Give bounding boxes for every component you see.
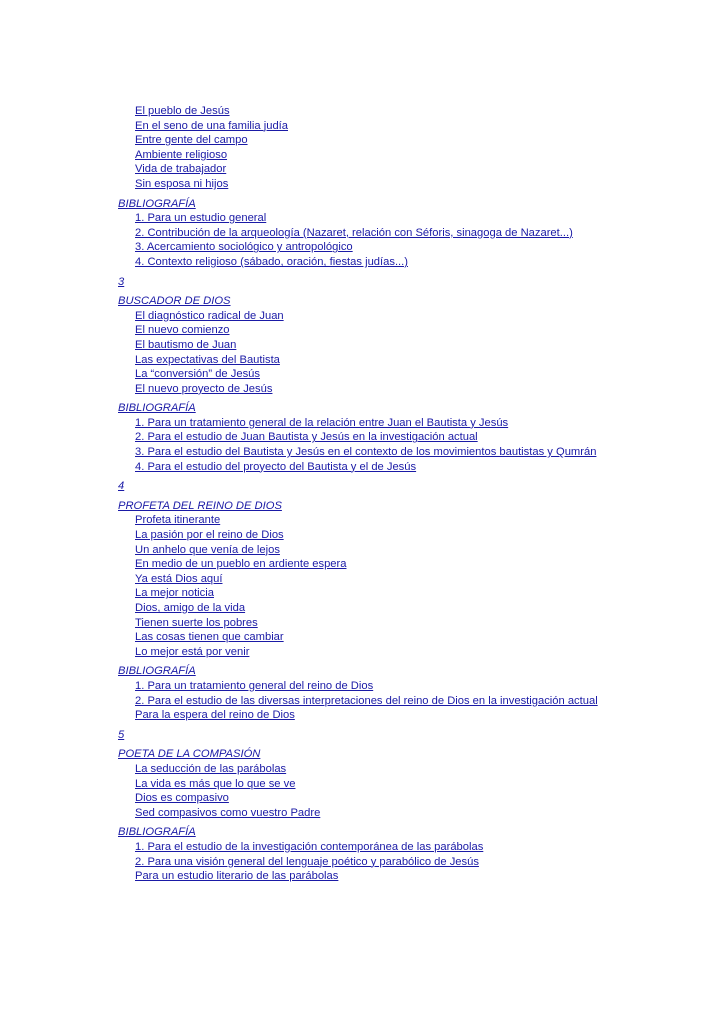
toc-link[interactable]: 3. Acercamiento sociológico y antropológico: [135, 241, 353, 254]
toc-entry: [118, 255, 718, 270]
bibliography-heading: [118, 197, 718, 212]
toc-entry: [118, 338, 718, 353]
toc-link[interactable]: 2. Para el estudio de las diversas interpretaciones del reino de Dios en la investigación actual: [135, 694, 598, 707]
toc-link[interactable]: 2. Contribución de la arqueología (Nazaret, relación con Séforis, sinagoga de Nazaret...): [135, 226, 573, 239]
toc-entry: [118, 616, 718, 631]
toc-entry: [118, 177, 718, 192]
toc-link[interactable]: Para un estudio literario de las parábolas: [135, 870, 339, 883]
bibliography-heading: [118, 664, 718, 679]
toc-link[interactable]: Dios, amigo de la vida: [135, 602, 246, 614]
toc-link[interactable]: El pueblo de Jesús: [135, 105, 230, 117]
toc-entry: [118, 445, 718, 460]
toc-entry: [118, 382, 718, 397]
toc-link[interactable]: La vida es más que lo que se ve: [135, 777, 296, 790]
toc-link[interactable]: Ya está Dios aquí: [135, 572, 223, 585]
toc-entry: [118, 572, 718, 587]
toc-link[interactable]: La pasión por el reino de Dios: [135, 529, 284, 542]
toc-link[interactable]: El nuevo proyecto de Jesús: [135, 382, 273, 395]
toc-entry: [118, 211, 718, 226]
chapter-number: [118, 728, 718, 743]
toc-entry: [118, 708, 718, 723]
toc-link[interactable]: Un anhelo que venía de lejos: [135, 543, 280, 556]
toc-entry: [118, 806, 718, 821]
toc-link[interactable]: Lo mejor está por venir: [135, 645, 250, 658]
toc-entry: [118, 240, 718, 255]
toc-link[interactable]: 1. Para un tratamiento general de la relación entre Juan el Bautista y Jesús: [135, 416, 509, 429]
toc-link[interactable]: 1. Para el estudio de la investigación contemporánea de las parábolas: [135, 840, 484, 853]
chapter-number-link[interactable]: 5: [118, 728, 125, 741]
toc-link[interactable]: Sed compasivos como vuestro Padre: [135, 806, 321, 819]
toc-entry: [118, 869, 718, 884]
toc-entry: [118, 367, 718, 382]
bibliography-link[interactable]: BIBLIOGRAFÍA: [118, 402, 196, 415]
toc-entry: [118, 528, 718, 543]
bibliography-link[interactable]: BIBLIOGRAFÍA: [118, 197, 196, 210]
chapter-number-link[interactable]: 3: [118, 275, 125, 288]
toc-link[interactable]: En el seno de una familia judía: [135, 119, 288, 132]
toc-link[interactable]: La mejor noticia: [135, 587, 214, 600]
toc-link[interactable]: Para la espera del reino de Dios: [135, 709, 295, 722]
bibliography-heading: [118, 825, 718, 840]
toc-entry: [118, 309, 718, 324]
bibliography-link[interactable]: BIBLIOGRAFÍA: [118, 826, 196, 839]
toc-link[interactable]: 2. Para una visión general del lenguaje poético y parabólico de Jesús: [135, 855, 479, 868]
toc-entry: [118, 119, 718, 134]
chapter-title: [118, 499, 718, 514]
chapter-number: [118, 479, 718, 494]
toc-link[interactable]: En medio de un pueblo en ardiente espera: [135, 558, 347, 571]
toc-entry: [118, 353, 718, 368]
toc-entry: [118, 557, 718, 572]
toc-entry: [118, 460, 718, 475]
toc-entry: [118, 323, 718, 338]
chapter-number: [118, 275, 718, 290]
toc-entry: [118, 416, 718, 431]
toc-entry: [118, 148, 718, 163]
toc-entry: [118, 430, 718, 445]
toc-entry: [118, 104, 718, 119]
toc-link[interactable]: 4. Para el estudio del proyecto del Bautista y el de Jesús: [135, 460, 417, 473]
toc-entry: [118, 762, 718, 777]
bibliography-heading: [118, 401, 718, 416]
toc-entry: [118, 133, 718, 148]
toc-link[interactable]: 1. Para un estudio general: [135, 212, 267, 225]
toc-link[interactable]: Ambiente religioso: [135, 148, 228, 161]
toc-link[interactable]: 1. Para un tratamiento general del reino de Dios: [135, 679, 374, 692]
toc-entry: [118, 630, 718, 645]
toc-entry: [118, 679, 718, 694]
toc-entry: [118, 601, 718, 616]
toc-entry: [118, 543, 718, 558]
toc-link[interactable]: Las cosas tienen que cambiar: [135, 631, 284, 644]
chapter-title: [118, 294, 718, 309]
toc-link[interactable]: Entre gente del campo: [135, 134, 248, 147]
toc-link[interactable]: El nuevo comienzo: [135, 324, 230, 337]
toc-link[interactable]: Tienen suerte los pobres: [135, 616, 258, 629]
bibliography-link[interactable]: BIBLIOGRAFÍA: [118, 665, 196, 678]
toc-link[interactable]: 2. Para el estudio de Juan Bautista y Jesús en la investigación actual: [135, 431, 478, 444]
chapter-title-link[interactable]: BUSCADOR DE DIOS: [118, 295, 231, 308]
toc-entry: [118, 855, 718, 870]
toc-entry: [118, 840, 718, 855]
toc-link[interactable]: La “conversión” de Jesús: [135, 368, 260, 381]
table-of-contents: [118, 104, 718, 884]
toc-entry: [118, 777, 718, 792]
toc-link[interactable]: Profeta itinerante: [135, 514, 221, 527]
toc-link[interactable]: 4. Contexto religioso (sábado, oración, fiestas judías...): [135, 255, 408, 268]
toc-link[interactable]: La seducción de las parábolas: [135, 762, 287, 775]
toc-entry: [118, 513, 718, 528]
toc-link[interactable]: El diagnóstico radical de Juan: [135, 309, 284, 322]
toc-link[interactable]: El bautismo de Juan: [135, 338, 237, 351]
chapter-number-link[interactable]: 4: [118, 480, 125, 493]
toc-link[interactable]: Sin esposa ni hijos: [135, 177, 229, 190]
chapter-title-link[interactable]: POETA DE LA COMPASIÓN: [118, 748, 261, 761]
toc-entry: [118, 791, 718, 806]
toc-entry: [118, 162, 718, 177]
toc-entry: [118, 226, 718, 241]
toc-entry: [118, 694, 718, 709]
toc-link[interactable]: Vida de trabajador: [135, 163, 227, 176]
toc-entry: [118, 645, 718, 660]
toc-link[interactable]: Dios es compasivo: [135, 792, 229, 805]
chapter-title-link[interactable]: PROFETA DEL REINO DE DIOS: [118, 499, 282, 512]
toc-link[interactable]: Las expectativas del Bautista: [135, 353, 280, 366]
toc-entry: [118, 586, 718, 601]
toc-link[interactable]: 3. Para el estudio del Bautista y Jesús en el contexto de los movimientos bautistas y Qumrán: [135, 446, 597, 459]
chapter-title: [118, 747, 718, 762]
